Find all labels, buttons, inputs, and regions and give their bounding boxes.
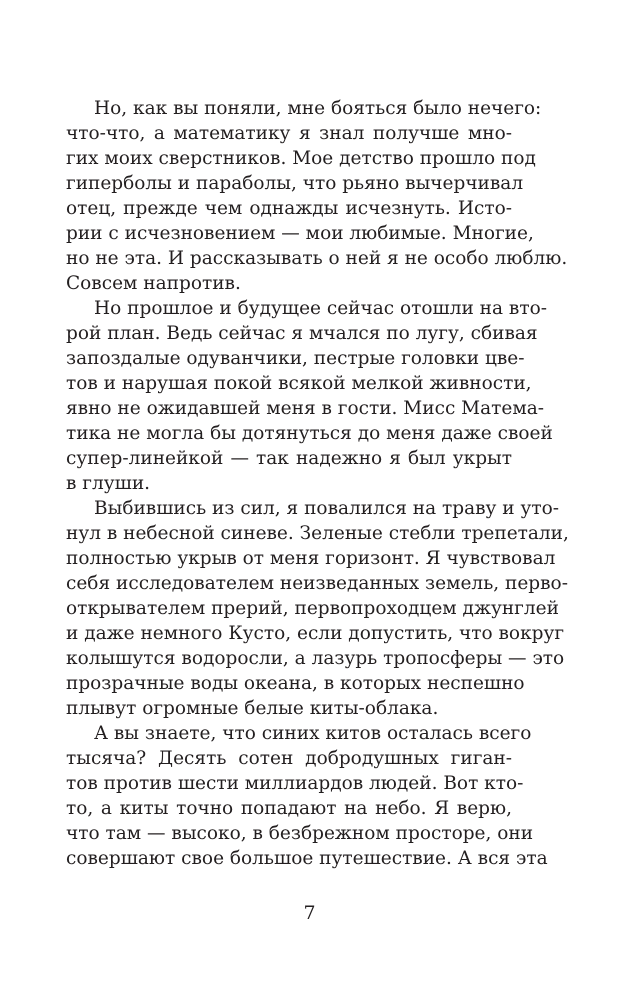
text-line: А вы знаете, что синих китов осталась всего [94, 723, 532, 744]
text-line: нул в небесной синеве. Зеленые стебли трепетали, [66, 523, 569, 544]
text-line: что там — высоко, в безбрежном просторе, они [66, 823, 534, 844]
text-line: рой план. Ведь сейчас я мчался по лугу, сбивая [66, 323, 538, 344]
text-line: совершают свое большое путешествие. А вся эта [66, 848, 548, 869]
text-line: себя исследователем неизведанных земель, перво- [66, 573, 568, 594]
text-line: рии с исчезновением — мои любимые. Многие, [66, 223, 534, 244]
text-line: открывателем прерий, первопроходцем джунглей [66, 598, 559, 619]
text-line: тов против шести миллиардов людей. Вот кто- [66, 773, 524, 794]
text-line: но не эта. И рассказывать о ней я не особо люблю. [66, 248, 568, 269]
text-line: супер-линейкой — так надежно я был укрыт [66, 448, 512, 469]
page-number: 7 [303, 902, 316, 924]
text-line: гиперболы и параболы, что рьяно вычерчивал [66, 173, 524, 194]
text-line: отец, прежде чем однажды исчезнуть. Исто- [66, 198, 512, 219]
text-line: Но, как вы поняли, мне бояться было нечего: [94, 98, 542, 119]
text-line: плывут огромные белые киты-облака. [66, 698, 439, 719]
text-line: Выбившись из сил, я повалился на траву и уто- [94, 498, 560, 519]
text-line: и даже немного Кусто, если допустить, что вокруг [66, 623, 565, 644]
text-line: то, а киты точно попадают на небо. Я верю, [66, 798, 512, 819]
text-line: колышутся водоросли, а лазурь тропосферы — это [66, 648, 565, 669]
text-line: что-что, а математику я знал получше мно- [66, 123, 512, 144]
text-line: явно не ожидавшей меня в гости. Мисс Матема- [66, 398, 545, 419]
text-line: Но прошлое и будущее сейчас отошли на вто- [94, 298, 547, 319]
text-line: тысяча? Десять сотен добродушных гиган- [66, 748, 512, 769]
text-line: прозрачные воды океана, в которых неспешно [66, 673, 525, 694]
text-line: тика не могла бы дотянуться до меня даже своей [66, 423, 553, 444]
text-line: запоздалые одуванчики, пестрые головки цве- [66, 348, 525, 369]
text-line: в глуши. [66, 473, 151, 494]
text-line: полностью укрыв от меня горизонт. Я чувствовал [66, 548, 556, 569]
text-line: гих моих сверстников. Мое детство прошло под [66, 148, 536, 169]
text-line: Совсем напротив. [66, 273, 241, 294]
text-line: тов и нарушая покой всякой мелкой живности, [66, 373, 532, 394]
